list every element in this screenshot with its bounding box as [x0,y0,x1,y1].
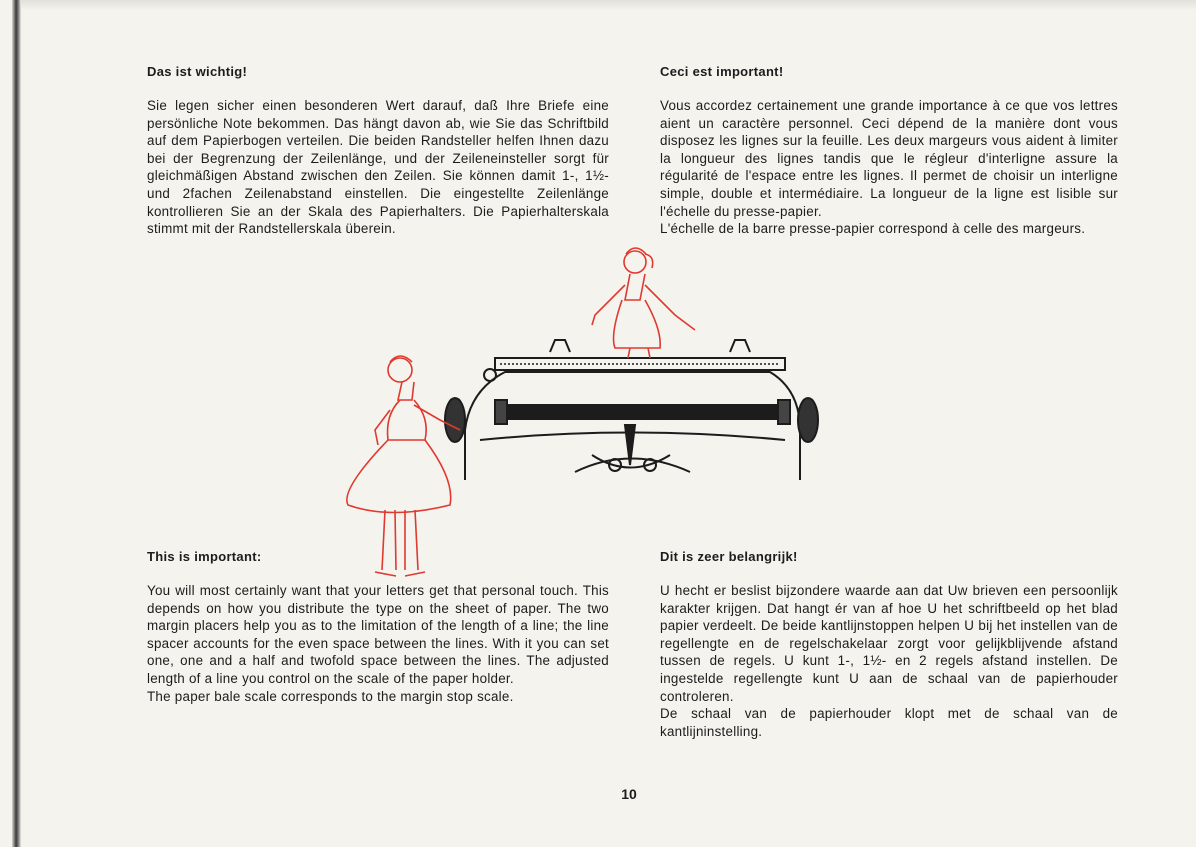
section-paragraph-french-2: L'échelle de la barre presse-papier correspond à celle des margeurs. [660,221,1086,237]
section-paragraph-english-2: The paper bale scale corresponds to the margin stop scale. [147,688,514,704]
page-edge-shadow [20,0,1196,10]
section-german [147,64,609,238]
section-heading-dutch: Dit is zeer belangrijk! [660,549,798,564]
girl-standing-on-typewriter-icon [592,248,695,358]
binding-spine [12,0,21,847]
section-paragraph-english-1: You will most certainly want that your letters get that personal touch. This depends on how you distribute the type on the sheet of paper. The two margin placers help you as to the limitation of the length of a line; the line spacer accounts for the even space between the lines. With it you can set one, one and a half and twofold space between the lines. The adjusted length of a line you control on the scale of the paper holder. [147,583,609,686]
typewriter-illustration [330,240,830,590]
page-number: 10 [621,786,637,802]
section-french [660,64,1118,238]
section-dutch [660,549,1118,740]
girl-with-dress-icon [347,356,460,576]
section-english [147,549,609,705]
section-paragraph-german-1: Sie legen sicher einen besonderen Wert darauf, daß Ihre Briefe eine persönliche Note bekommen. Das hängt davon ab, wie Sie das Schriftbild auf dem Papierbogen verteilen. Die beiden Randsteller helfen Ihnen dazu bei der Begrenzung der Zeilenlänge, und der Zeileneinsteller sorgt für gleichmäßigen Abstand zwischen den Zeilen. Sie können damit 1-, 1½- und 2fachen Zeilenabstand einstellen. Die eingestellte Zeilenlänge kontrollieren Sie an der Skala des Papierhalters. Die Papierhalterskala stimmt mit der Randstellerskala überein. [147,98,609,237]
section-heading-english: This is important: [147,549,262,564]
section-paragraph-dutch-2: De schaal van de papierhouder klopt met de schaal van de kantlijninstelling. [660,706,1118,739]
typewriter-icon [445,340,818,480]
section-paragraph-french-1: Vous accordez certainement une grande importance à ce que vos lettres aient un caractère personnel. Ceci dépend de la manière dont vous disposez les lignes sur la feuille. Les deux margeurs vous aident à limiter la longueur des lignes tandis que le régleur d'interligne assure la régularité de l'espace entre les lignes. Il permet de choisir un interligne simple, double et intermédiaire. La longueur de la ligne est lisible sur l'échelle du presse-papier. [660,98,1118,219]
section-heading-german: Das ist wichtig! [147,64,248,79]
section-paragraph-dutch-1: U hecht er beslist bijzondere waarde aan dat Uw brieven een persoonlijk karakter krijgen. Dat hangt ér van af hoe U het schriftbeeld op het blad papier verdeelt. De beide kantlijnstoppen helpen U bij het instellen van de regellengte en de regelschakelaar zorgt voor gelijkblijvende afstand tussen de regels. U kunt 1-, 1½- en 2 regels afstand instellen. De ingestelde regellengte kunt U aan de schaal van de papierhouder controleren. [660,583,1118,704]
section-heading-french: Ceci est important! [660,64,784,79]
